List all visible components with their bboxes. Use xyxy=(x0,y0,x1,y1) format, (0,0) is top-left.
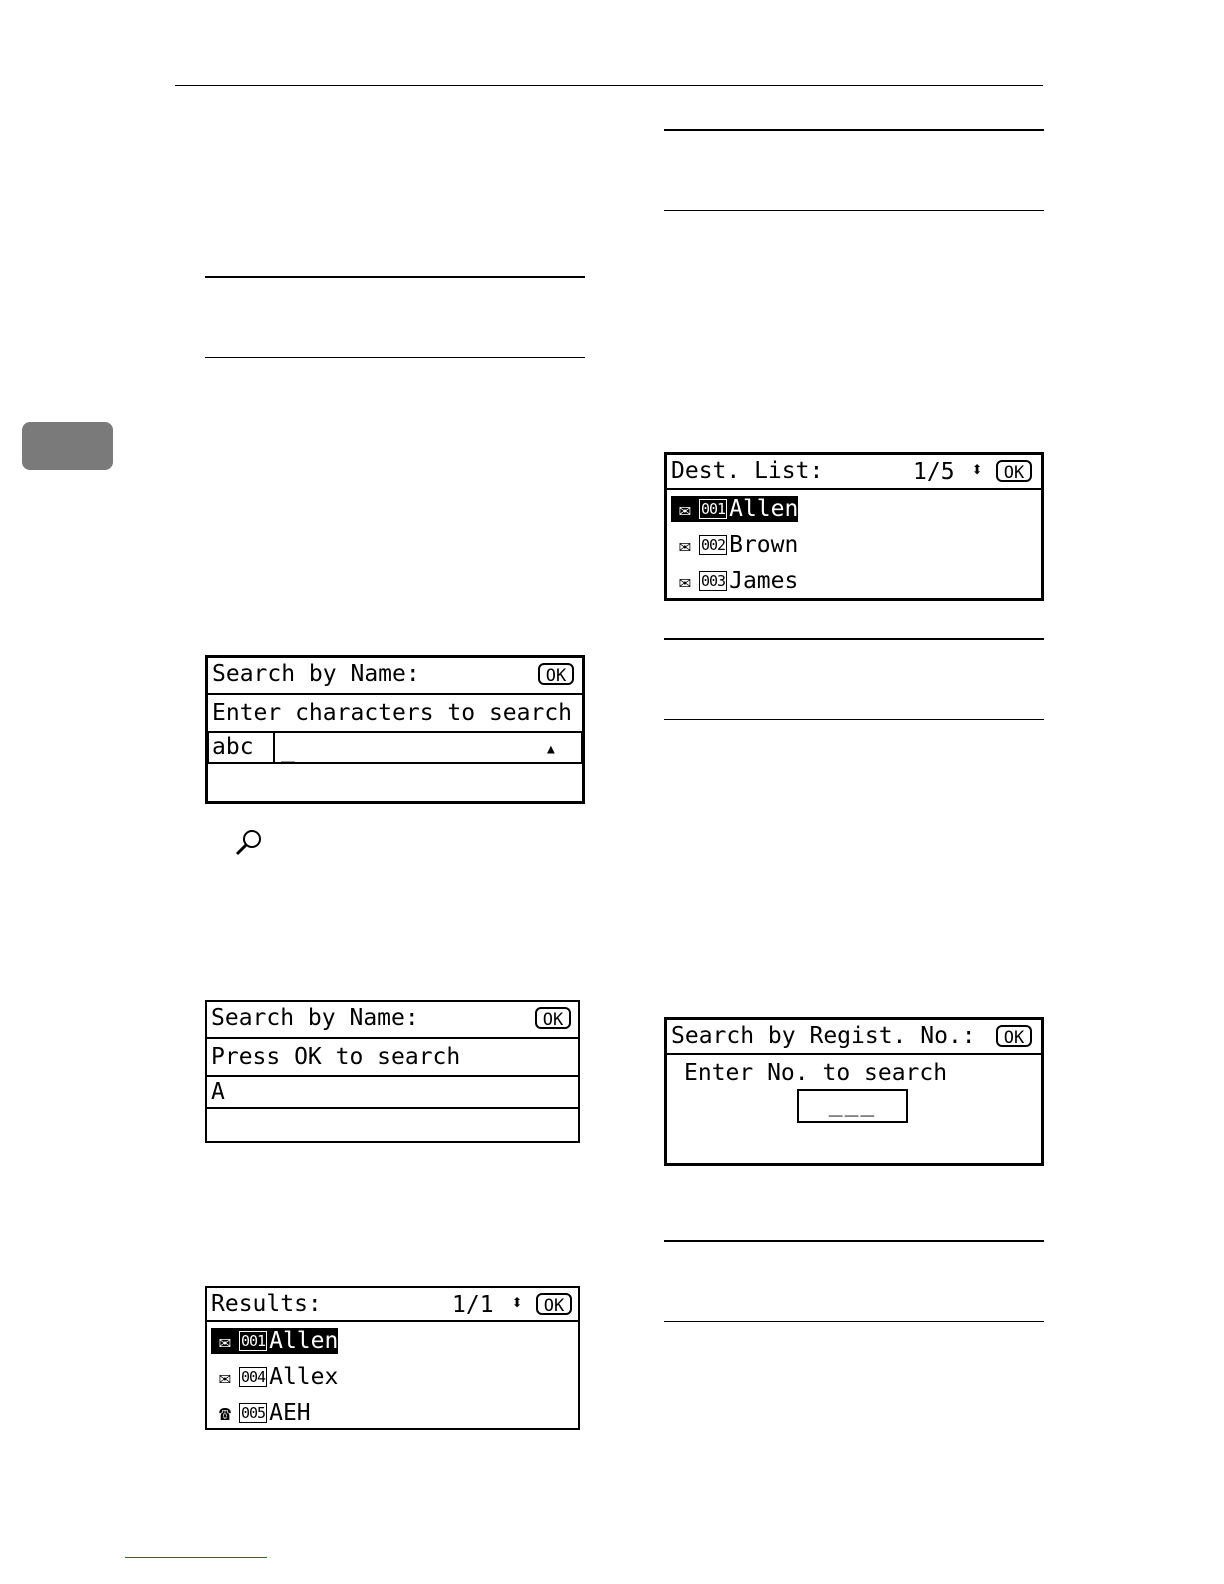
footer-link-underline xyxy=(125,1557,267,1558)
scroll-up-arrow-icon[interactable]: ▲ xyxy=(547,742,555,757)
fax-email-icon: ✉ xyxy=(218,1365,232,1389)
lcd-input-row xyxy=(667,1085,1041,1125)
header-rule xyxy=(175,85,1043,86)
lcd-title: Results: xyxy=(211,1291,322,1317)
lcd-header xyxy=(207,1002,578,1037)
lcd-search-by-name-entry xyxy=(205,655,585,804)
ok-key[interactable]: OK xyxy=(996,460,1032,482)
lcd-header xyxy=(207,1288,578,1322)
entry-name: Allen xyxy=(729,496,799,522)
lcd-results xyxy=(205,1286,580,1430)
fax-email-icon: ✉ xyxy=(218,1329,232,1353)
ok-key[interactable]: OK xyxy=(996,1025,1032,1047)
list-item[interactable] xyxy=(671,532,798,558)
up-down-arrow-icon[interactable]: ⬍ xyxy=(511,1290,524,1314)
ok-key[interactable]: OK xyxy=(535,1007,571,1029)
entry-name: Brown xyxy=(729,532,799,558)
section-rule xyxy=(205,357,585,358)
entry-number: 002 xyxy=(701,536,726,554)
entry-number: 001 xyxy=(241,1332,266,1350)
lcd-header xyxy=(667,1020,1041,1055)
entry-name: James xyxy=(729,568,799,594)
lcd-input-row[interactable] xyxy=(207,1075,578,1107)
text-cursor: _ xyxy=(281,737,295,763)
lcd-header xyxy=(208,658,582,693)
list-item[interactable] xyxy=(671,568,798,594)
section-rule xyxy=(664,638,1044,640)
entry-number: 001 xyxy=(701,500,726,518)
lcd-prompt-row xyxy=(207,1037,578,1075)
entry-number: 005 xyxy=(241,1404,266,1422)
list-item[interactable] xyxy=(671,496,798,522)
phone-icon: ☎ xyxy=(218,1401,232,1425)
lcd-prompt-row xyxy=(667,1055,1041,1085)
lcd-title: Dest. List: xyxy=(671,458,824,484)
lcd-header xyxy=(667,455,1041,490)
entry-number: 003 xyxy=(701,572,726,590)
list-item[interactable] xyxy=(211,1364,338,1390)
fax-email-icon: ✉ xyxy=(678,569,692,593)
lcd-empty-row xyxy=(208,764,582,801)
up-down-arrow-icon[interactable]: ⬍ xyxy=(971,457,984,481)
page-indicator: 1/5 xyxy=(913,459,955,485)
fax-email-icon: ✉ xyxy=(678,497,692,521)
lcd-search-by-name-press-ok xyxy=(205,1000,580,1143)
divider xyxy=(273,731,275,762)
regist-number-input[interactable]: ___ xyxy=(797,1089,908,1123)
ok-key[interactable]: OK xyxy=(538,663,574,685)
lcd-prompt: Enter No. to search xyxy=(684,1060,948,1086)
lcd-title: Search by Name: xyxy=(212,661,420,687)
list-item[interactable] xyxy=(211,1400,311,1426)
section-rule xyxy=(205,276,585,278)
lcd-title: Search by Regist. No.: xyxy=(671,1023,976,1049)
lcd-empty-row xyxy=(207,1107,578,1139)
ok-key[interactable]: OK xyxy=(536,1293,572,1315)
search-input-value: A xyxy=(211,1079,225,1105)
lcd-prompt: Enter characters to search xyxy=(212,700,573,726)
entry-number: 004 xyxy=(241,1368,266,1386)
magnifier-icon xyxy=(234,828,264,858)
lcd-input-row[interactable] xyxy=(207,731,583,764)
lcd-dest-list xyxy=(664,452,1044,601)
page-indicator: 1/1 xyxy=(452,1292,494,1318)
lcd-prompt-row xyxy=(208,693,582,731)
section-rule xyxy=(664,210,1044,211)
input-mode-label: abc xyxy=(212,734,254,760)
section-rule xyxy=(664,719,1044,720)
section-rule xyxy=(664,1240,1044,1242)
lcd-prompt: Press OK to search xyxy=(211,1044,461,1070)
entry-name: Allex xyxy=(269,1364,339,1390)
section-rule xyxy=(664,1321,1044,1322)
entry-name: Allen xyxy=(269,1328,339,1354)
list-item[interactable] xyxy=(211,1328,338,1354)
section-rule xyxy=(664,129,1044,131)
lcd-search-by-regist-no xyxy=(664,1017,1044,1166)
entry-name: AEH xyxy=(269,1400,311,1426)
lcd-title: Search by Name: xyxy=(211,1005,419,1031)
fax-email-icon: ✉ xyxy=(678,533,692,557)
chapter-tab xyxy=(22,422,113,470)
